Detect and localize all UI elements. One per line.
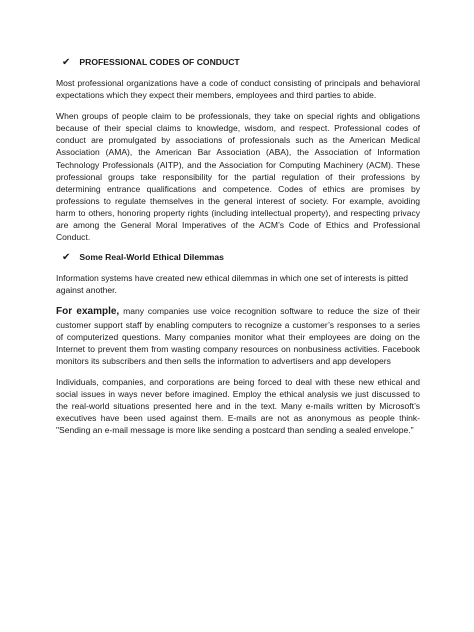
check-icon: ✔ [62,252,71,264]
paragraph-body-text: many companies use voice recognition software to reduce the size of their customer support staff by enabling computers to recognize a customer’s responses to a series of computerized questions. Many companies monitor what their employees are doing on the Internet to prevent them from wasting company resources on nonbusiness activities. Facebook monitors its subscribers and then sells the information to advertisers and app developers [56,306,420,366]
paragraph-professional-codes: When groups of people claim to be professionals, they take on special rights and obligations because of their special claims to knowledge, wisdom, and respect. Professional codes of conduct are promulgated by associations of professionals such as the American Medical Association (AMA), the American Bar Association (ABA), the Association of Information Technology Professionals (AITP), and the Association for Computing Machinery (ACM). These professional groups take responsibility for the partial regulation of their professions by determining entrance qualifications and competence. Codes of ethics are promises by professions to regulate themselves in the general interest of society. For example, avoiding harm to others, honoring property rights (including intellectual property), and respecting privacy are among the General Moral Imperatives of the ACM’s Code of Ethics and Professional Conduct. [56,111,420,243]
section-heading-ethical-dilemmas [62,252,420,263]
document-body [56,57,420,445]
paragraph-dilemmas-intro: Information systems have created new ethical dilemmas in which one set of interests is pitted against another. [56,273,409,296]
paragraph-intro: Most professional organizations have a code of conduct consisting of principals and behavioral expectations which they expect their members, employees and third parties to abide. [56,78,420,101]
section-heading-text: PROFESSIONAL CODES OF CONDUCT [79,57,240,67]
section-heading-text: Some Real-World Ethical Dilemmas [79,252,224,263]
paragraph-for-example [56,305,420,366]
section-heading-professional-codes [62,57,420,68]
check-icon: ✔ [62,57,71,68]
paragraph-lead-text: For example, [56,306,120,318]
paragraph-email-ethics: Individuals, companies, and corporations are being forced to deal with these new ethical and social issues in ways never before imagined. Employ the ethical analysis we just discussed to the real-world situations presented here and in the text. Many e-mails written by Microsoft’s executives have been used against them. E-mails are not as anonymous as people think-"Sending an e-mail message is more like sending a postcard than sending a sealed envelope." [56,376,420,436]
